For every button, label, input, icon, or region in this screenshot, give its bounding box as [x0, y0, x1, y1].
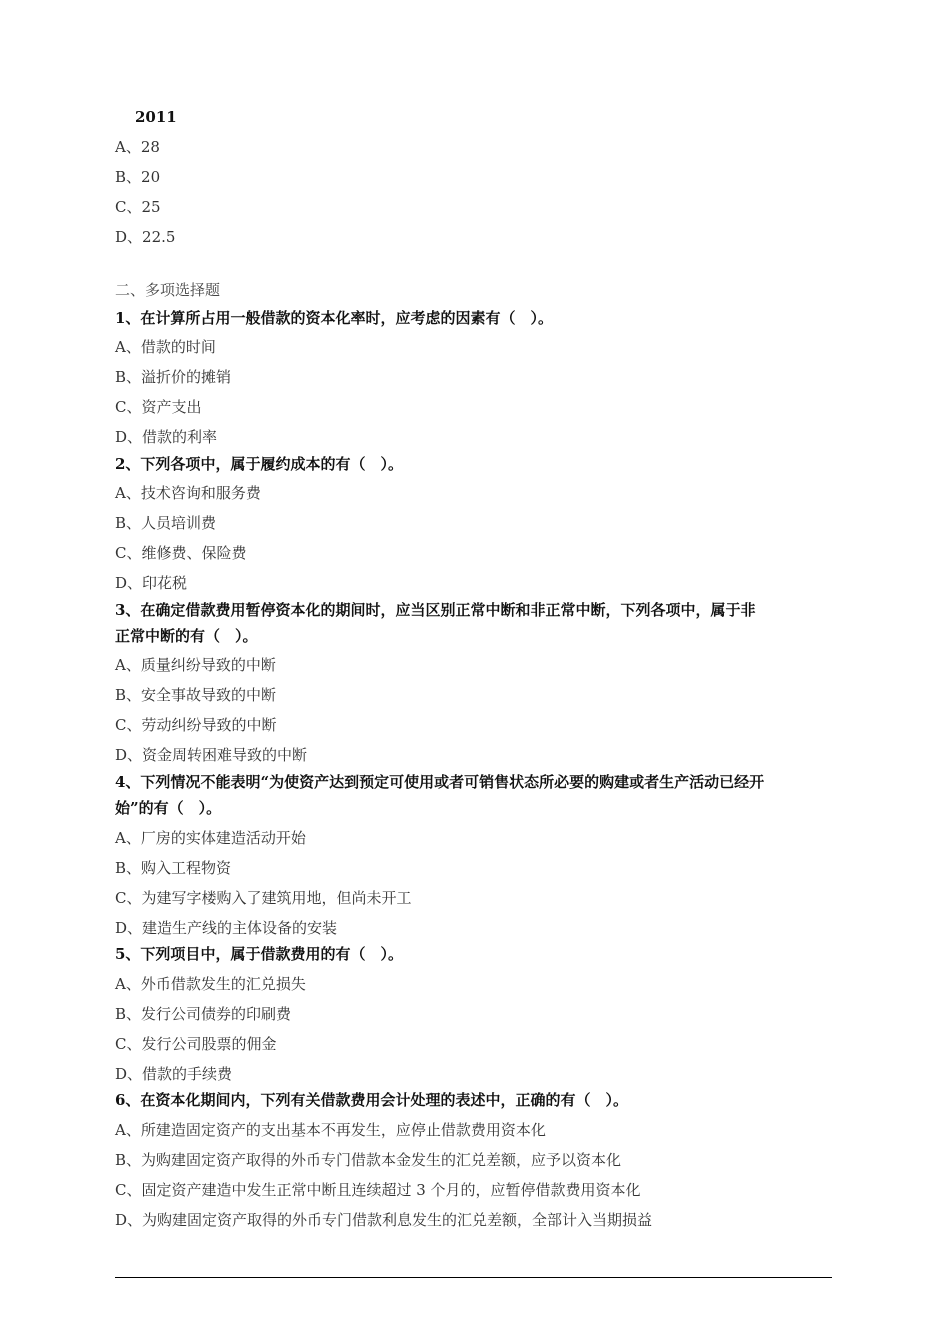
question-5: 5、下列项目中，属于借款费用的有（ ）。: [115, 945, 403, 963]
question-4-option-a: A、厂房的实体建造活动开始: [115, 829, 306, 847]
year-label: 2011: [135, 108, 177, 126]
question-5-option-c: C、发行公司股票的佣金: [115, 1035, 277, 1053]
intro-option-b: B、20: [115, 168, 161, 186]
question-3-line-1: 3、在确定借款费用暂停资本化的期间时，应当区别正常中断和非正常中断，下列各项中，属于非: [115, 601, 756, 619]
question-6-option-c: C、固定资产建造中发生正常中断且连续超过 3 个月的，应暂停借款费用资本化: [115, 1181, 641, 1199]
question-6: 6、在资本化期间内，下列有关借款费用会计处理的表述中，正确的有（ ）。: [115, 1091, 628, 1109]
question-1-option-d: D、借款的利率: [115, 428, 218, 446]
question-6-option-a: A、所建造固定资产的支出基本不再发生，应停止借款费用资本化: [115, 1121, 546, 1139]
question-6-option-d: D、为购建固定资产取得的外币专门借款利息发生的汇兑差额，全部计入当期损益: [115, 1211, 653, 1229]
question-4-line-1: 4、下列情况不能表明“为使资产达到预定可使用或者可销售状态所必要的购建或者生产活动已经开: [115, 773, 765, 791]
question-1-option-a: A、借款的时间: [115, 338, 216, 356]
question-5-option-a: A、外币借款发生的汇兑损失: [115, 975, 306, 993]
question-4-option-d: D、建造生产线的主体设备的安装: [115, 919, 338, 937]
question-3-line-2: 正常中断的有（ ）。: [115, 627, 258, 645]
question-3-option-c: C、劳动纠纷导致的中断: [115, 716, 277, 734]
question-2: 2、下列各项中，属于履约成本的有（ ）。: [115, 455, 403, 473]
intro-option-c: C、25: [115, 198, 161, 216]
question-3-option-a: A、质量纠纷导致的中断: [115, 656, 276, 674]
question-2-option-c: C、维修费、保险费: [115, 544, 247, 562]
question-2-option-a: A、技术咨询和服务费: [115, 484, 261, 502]
intro-option-d: D、22.5: [115, 228, 176, 246]
intro-option-a: A、28: [115, 138, 160, 156]
question-2-option-d: D、印花税: [115, 574, 188, 592]
question-1-option-c: C、资产支出: [115, 398, 202, 416]
question-3-option-d: D、资金周转困难导致的中断: [115, 746, 308, 764]
question-4-option-b: B、购入工程物资: [115, 859, 232, 877]
question-6-option-b: B、为购建固定资产取得的外币专门借款本金发生的汇兑差额，应予以资本化: [115, 1151, 622, 1169]
question-1-option-b: B、溢折价的摊销: [115, 368, 232, 386]
question-1: 1、在计算所占用一般借款的资本化率时，应考虑的因素有（ ）。: [115, 309, 553, 327]
footer-divider: [115, 1277, 832, 1278]
question-4-option-c: C、为建写字楼购入了建筑用地，但尚未开工: [115, 889, 412, 907]
section-title: 二、多项选择题: [115, 281, 221, 299]
question-3-option-b: B、安全事故导致的中断: [115, 686, 277, 704]
question-4-line-2: 始”的有（ ）。: [115, 799, 222, 817]
question-5-option-b: B、发行公司债券的印刷费: [115, 1005, 292, 1023]
question-5-option-d: D、借款的手续费: [115, 1065, 233, 1083]
question-2-option-b: B、人员培训费: [115, 514, 217, 532]
